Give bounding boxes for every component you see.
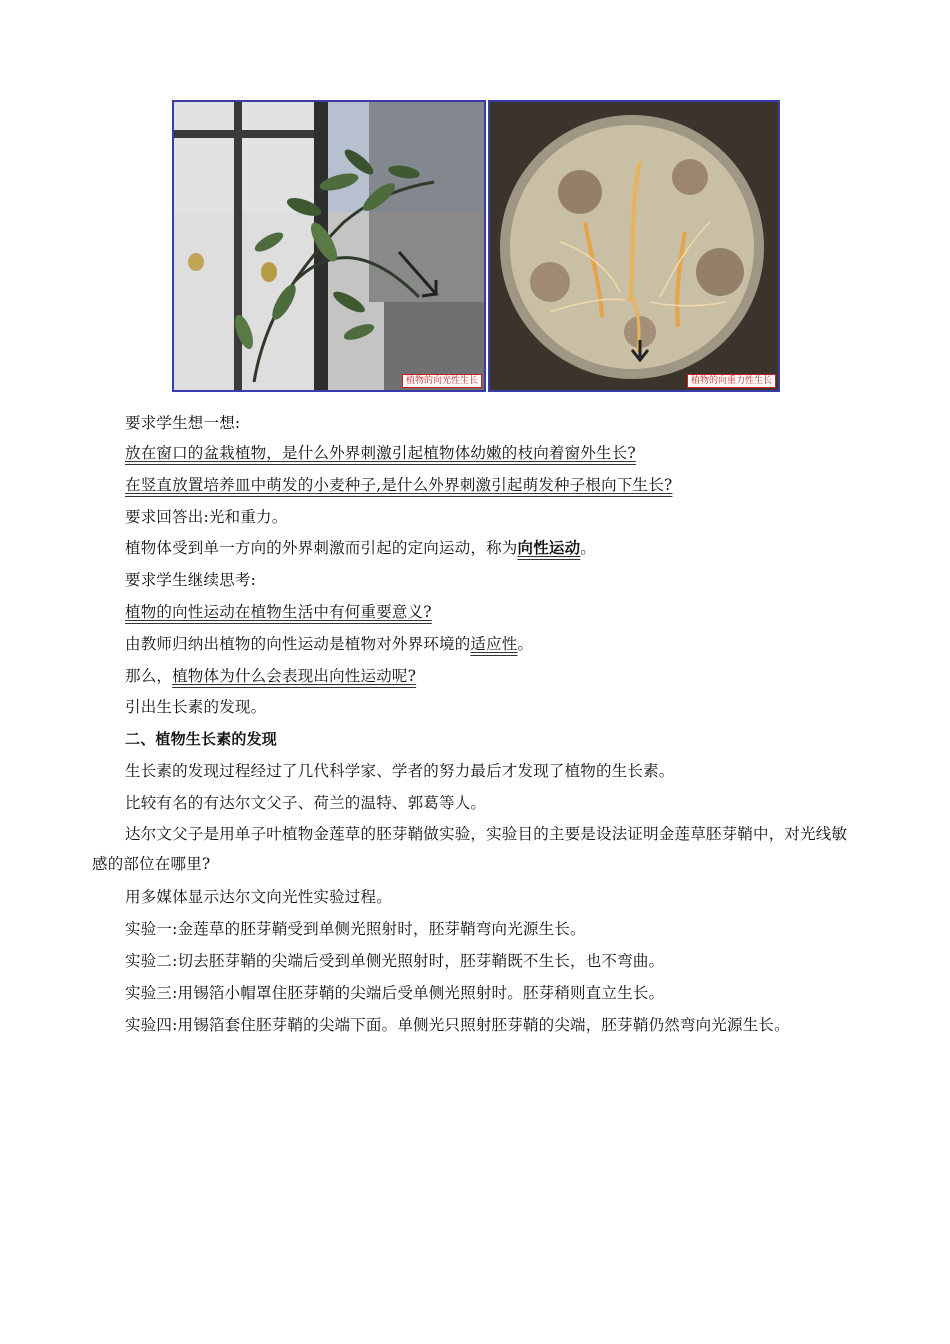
question-wheat-seed: 在竖直放置培养皿中萌发的小麦种子,是什么外界刺激引起萌发种子根向下生长? — [125, 476, 673, 494]
question-window-plant: 放在窗口的盆栽植物，是什么外界刺激引起植物体幼嫩的枝向着窗外生长? — [125, 444, 636, 462]
experiment-4: 实验四:用锡箔套住胚芽鞘的尖端下面。单侧光只照射胚芽鞘的尖端，胚芽鞘仍然弯向光源生长。 — [125, 1016, 790, 1034]
text-span: 植物体受到单一方向的外界刺激而引起的定向运动，称为 — [125, 539, 518, 557]
paragraph: 用多媒体显示达尔文向光性实验过程。 — [125, 888, 392, 906]
paragraph: 引出生长素的发现。 — [125, 698, 267, 716]
section-heading: 二、植物生长素的发现 — [125, 730, 278, 748]
experiment-1: 实验一:金莲草的胚芽鞘受到单侧光照射时，胚芽鞘弯向光源生长。 — [125, 920, 586, 938]
paragraph: 生长素的发现过程经过了几代科学家、学者的努力最后才发现了植物的生长素。 — [125, 762, 675, 780]
darwin-paragraph: 达尔文父子是用单子叶植物金莲草的胚芽鞘做实验，实验目的主要是设法证明金莲草胚芽鞘中，对光线敏感的部位在哪里? — [92, 825, 848, 873]
right-figure-caption: 植物的向重力性生长 — [687, 374, 776, 388]
experiment-2: 实验二:切去胚芽鞘的尖端后受到单侧光照射时，胚芽鞘既不生长，也不弯曲。 — [125, 952, 665, 970]
phototropism-photo — [172, 100, 486, 392]
window-plant-image — [174, 102, 484, 390]
paragraph: 比较有名的有达尔文父子、荷兰的温特、郭葛等人。 — [125, 794, 487, 812]
paragraph: 要求回答出:光和重力。 — [125, 508, 288, 526]
term-adaptability: 适应性 — [470, 635, 518, 653]
gravitropism-photo — [488, 100, 780, 392]
text-span: 由教师归纳出植物的向性运动是植物对外界环境的 — [125, 635, 471, 653]
question-significance: 植物的向性运动在植物生活中有何重要意义? — [125, 603, 432, 621]
text-span: 。 — [517, 635, 534, 653]
figure-row — [172, 100, 780, 396]
experiment-3: 实验三:用锡箔小帽罩住胚芽鞘的尖端后受单侧光照射时。胚芽稍则直立生长。 — [125, 984, 665, 1002]
tropism-definition — [125, 538, 596, 558]
left-figure-caption: 植物的向光性生长 — [402, 374, 482, 388]
question-why — [125, 666, 416, 686]
paragraph: 要求学生想一想: — [125, 414, 241, 432]
text-span: 。 — [580, 539, 597, 557]
paragraph: 要求学生继续思考: — [125, 571, 257, 589]
petri-dish-image — [490, 102, 778, 390]
term-tropism: 向性运动 — [517, 538, 581, 557]
text-span: 那么， — [125, 667, 173, 685]
underlined-question: 植物体为什么会表现出向性运动呢? — [172, 667, 417, 685]
adaptability-statement — [125, 634, 533, 654]
